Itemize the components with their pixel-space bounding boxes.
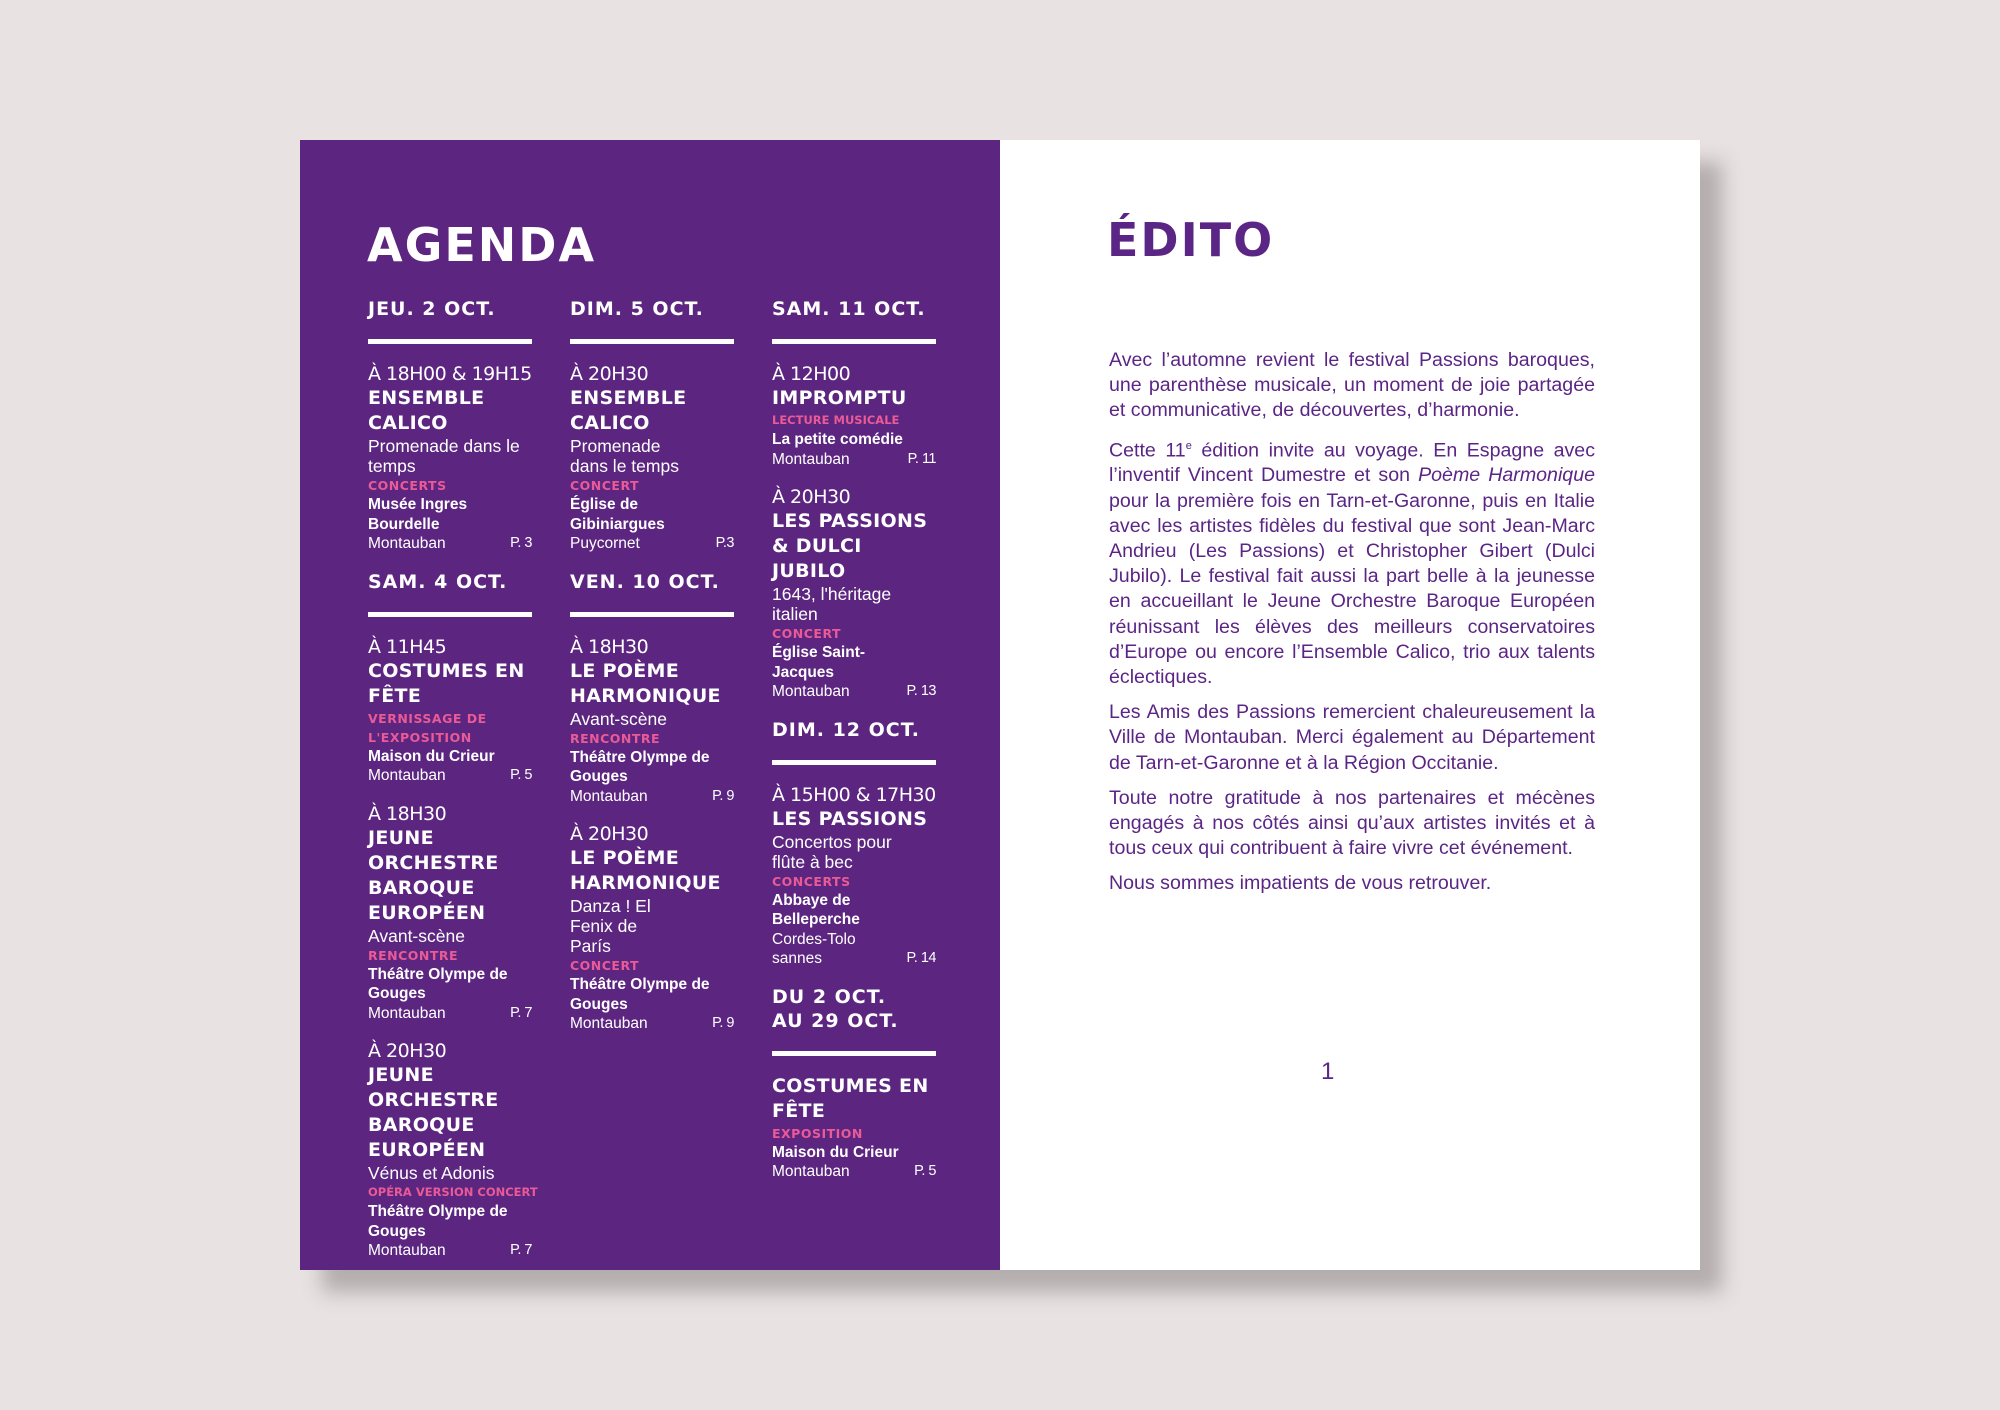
edito-p2-b: édition invite au voyage. En Espagne avec l’inventif Vincent Dumestre et son <box>1109 439 1595 487</box>
event-subtitle: Concertos pour flûte à bec <box>772 831 892 872</box>
event-page-ref: P. 5 <box>914 1163 936 1179</box>
event-item <box>368 802 532 1024</box>
event-time: À 15H00 & 17H30 <box>772 783 936 806</box>
event-subtitle: Avant-scène <box>570 708 667 729</box>
event-title: LES PASSIONS <box>772 807 928 830</box>
edito-paragraph: Les Amis des Passions remercient chaleureusement la Ville de Montauban. Merci également au Département de Tarn-et-Garonne et à la Région Occitanie. <box>1109 701 1595 774</box>
event-page-ref: P. 11 <box>907 450 936 467</box>
day-heading: SAM. 4 OCT. <box>368 570 508 593</box>
event-item <box>570 635 734 807</box>
event-location-row <box>772 450 936 470</box>
event-category: CONCERT <box>772 626 842 641</box>
event-item <box>772 485 936 702</box>
event-page-ref: P. 9 <box>712 1015 734 1031</box>
edito-paragraph: Toute notre gratitude à nos partenaires et mécènes engagés à nos côtés ainsi qu’aux artistes invités et à tous ceux qui contribuent à faire vivre cet événement. <box>1109 786 1595 860</box>
agenda-column-1 <box>368 297 538 1277</box>
event-title: LE POÈME HARMONIQUE <box>570 847 721 894</box>
event-location-row <box>368 534 532 554</box>
day-divider <box>772 760 936 765</box>
edito-p2-c: pour la première fois en Tarn-et-Garonne, puis en Italie avec les artistes fidèles du festival que sont Jean-Marc Andrieu (Les Passions) et Christopher Gibert (Dulci Jubilo). Le festival fait aussi la part belle à la jeunesse en accueillant le Jeune Orchestre Baroque Européen réunissant les élèves des meilleurs conservatoires d’Europe ou encore l’Ensemble Calico, trio aux talents éclectiques. <box>1109 489 1595 688</box>
event-venue: Maison du Crieur <box>368 747 495 765</box>
event-city: Montauban <box>368 767 446 784</box>
event-time: À 20H30 <box>570 823 649 845</box>
day-block <box>772 985 936 1182</box>
event-title: COSTUMES EN FÊTE <box>368 659 525 707</box>
event-city: Montauban <box>368 535 446 552</box>
event-category: RENCONTRE <box>570 730 661 746</box>
event-time: À 20H30 <box>772 486 851 508</box>
event-page-ref: P. 7 <box>510 1004 532 1021</box>
event-location-row <box>570 787 734 807</box>
event-city: Montauban <box>368 1004 446 1022</box>
day-divider <box>772 339 936 344</box>
event-location-row <box>570 1014 734 1034</box>
agenda-column-2 <box>570 297 734 1050</box>
event-title: ENSEMBLE CALICO <box>368 387 485 434</box>
event-category: CONCERT <box>570 958 640 973</box>
event-item <box>368 362 532 554</box>
event-time: À 12H00 <box>772 363 851 385</box>
event-page-ref: P.3 <box>715 535 734 551</box>
event-title: LE POÈME HARMONIQUE <box>570 659 721 707</box>
event-item <box>772 783 936 969</box>
event-page-ref: P. 9 <box>712 787 734 804</box>
event-page-ref: P. 3 <box>510 535 532 551</box>
agenda-title: AGENDA <box>367 218 597 272</box>
edito-p2-a: Cette 11 <box>1109 439 1186 462</box>
event-city: Montauban <box>368 1242 446 1259</box>
event-venue: Abbaye de Belleperche <box>772 891 860 928</box>
day-heading: SAM. 11 OCT. <box>772 298 926 320</box>
day-block <box>570 570 734 1034</box>
event-item <box>368 635 532 786</box>
event-venue: Maison du Crieur <box>772 1143 899 1161</box>
day-heading: DIM. 5 OCT. <box>570 298 704 320</box>
event-title: IMPROMPTU <box>772 387 907 409</box>
day-heading: VEN. 10 OCT. <box>570 570 720 593</box>
event-city: Montauban <box>772 450 850 468</box>
event-category: EXPOSITION <box>772 1125 863 1141</box>
page-number: 1 <box>1321 1058 1335 1085</box>
event-title: ENSEMBLE CALICO <box>570 387 687 434</box>
event-venue: Théâtre Olympe de Gouges <box>570 976 710 1013</box>
edito-p2-sup: e <box>1185 439 1192 452</box>
event-time: À 20H30 <box>570 363 649 385</box>
event-page-ref: P. 13 <box>906 683 936 699</box>
edito-paragraph: Nous sommes impatients de vous retrouver. <box>1109 872 1492 895</box>
event-item <box>570 362 734 554</box>
event-category: LECTURE MUSICALE <box>772 413 900 427</box>
day-divider <box>772 1051 936 1056</box>
event-city: Montauban <box>772 683 850 700</box>
event-subtitle: Promenade dans le temps <box>570 436 679 476</box>
event-location-row <box>368 1241 532 1261</box>
event-subtitle: Vénus et Adonis <box>368 1163 495 1183</box>
brochure-spread <box>300 140 1700 1270</box>
day-heading: JEU. 2 OCT. <box>368 298 496 320</box>
event-page-ref: P. 5 <box>510 767 532 783</box>
event-time: À 18H30 <box>368 802 447 825</box>
event-item <box>368 1039 538 1261</box>
edito-p2-italic: Poème Harmonique <box>1418 464 1595 487</box>
day-block <box>570 297 734 554</box>
event-category: VERNISSAGE DE L'EXPOSITION <box>368 710 487 745</box>
agenda-page <box>300 140 1000 1270</box>
event-location-row <box>772 682 936 702</box>
edito-body <box>1109 348 1595 907</box>
event-location-row <box>570 534 734 554</box>
event-location-row <box>368 1004 532 1024</box>
event-item <box>772 1074 936 1182</box>
agenda-column-3 <box>772 297 936 1198</box>
event-item <box>772 362 936 469</box>
event-time: À 11H45 <box>368 635 447 658</box>
event-venue: Théâtre Olympe de Gouges <box>570 748 710 785</box>
day-block <box>368 570 538 1261</box>
event-category: CONCERT <box>570 478 640 493</box>
event-category: CONCERTS <box>772 873 851 889</box>
event-subtitle: Avant-scène <box>368 925 465 946</box>
event-venue: Théâtre Olympe de Gouges <box>368 1203 508 1240</box>
event-title: JEUNE ORCHESTRE BAROQUE EUROPÉEN <box>368 826 499 924</box>
day-heading: DU 2 OCT. AU 29 OCT. <box>772 985 899 1032</box>
edito-paragraph <box>1109 434 1595 691</box>
day-block <box>772 718 936 969</box>
edito-page <box>1000 140 1700 1270</box>
day-divider <box>570 339 734 344</box>
event-category: OPÉRA VERSION CONCERT <box>368 1185 538 1199</box>
day-divider <box>368 612 532 617</box>
event-city: Montauban <box>570 787 648 805</box>
event-venue: Église de Gibiniargues <box>570 496 665 533</box>
event-venue: La petite comédie <box>772 431 903 448</box>
event-title: JEUNE ORCHESTRE BAROQUE EUROPÉEN <box>368 1064 499 1161</box>
event-subtitle: 1643, l'héritage italien <box>772 584 892 624</box>
day-block <box>368 297 532 554</box>
event-category: RENCONTRE <box>368 947 459 963</box>
event-city: Cordes-Tolosannes <box>772 930 856 967</box>
event-item <box>570 822 734 1034</box>
event-venue: Musée Ingres Bourdelle <box>368 496 468 533</box>
event-time: À 18H00 & 19H15 <box>368 363 532 385</box>
event-location-row <box>368 766 532 786</box>
event-page-ref: P. 14 <box>906 950 936 966</box>
day-block <box>772 297 936 702</box>
event-venue: Église Saint-Jacques <box>772 644 866 681</box>
event-subtitle: Promenade dans le temps <box>368 436 520 476</box>
event-page-ref: P. 7 <box>510 1242 532 1258</box>
edito-title: ÉDITO <box>1107 213 1275 267</box>
event-time: À 20H30 <box>368 1040 447 1062</box>
event-title: COSTUMES EN FÊTE <box>772 1074 929 1122</box>
event-location-row <box>772 1162 936 1182</box>
day-divider <box>368 339 532 344</box>
event-title: LES PASSIONS & DULCI JUBILO <box>772 510 928 582</box>
edito-paragraph: Avec l’automne revient le festival Passions baroques, une parenthèse musicale, un moment de joie partagée et communicative, de découvertes, d’harmonie. <box>1109 349 1595 422</box>
event-venue: Théâtre Olympe de Gouges <box>368 965 508 1002</box>
event-subtitle: Danza ! El Fenix de París <box>570 896 651 956</box>
event-city: Montauban <box>772 1163 850 1180</box>
event-location-row <box>772 930 936 969</box>
day-divider <box>570 612 734 617</box>
event-city: Montauban <box>570 1015 648 1032</box>
event-city: Puycornet <box>570 535 640 552</box>
event-time: À 18H30 <box>570 635 649 658</box>
event-category: CONCERTS <box>368 478 447 493</box>
day-heading: DIM. 12 OCT. <box>772 718 921 741</box>
